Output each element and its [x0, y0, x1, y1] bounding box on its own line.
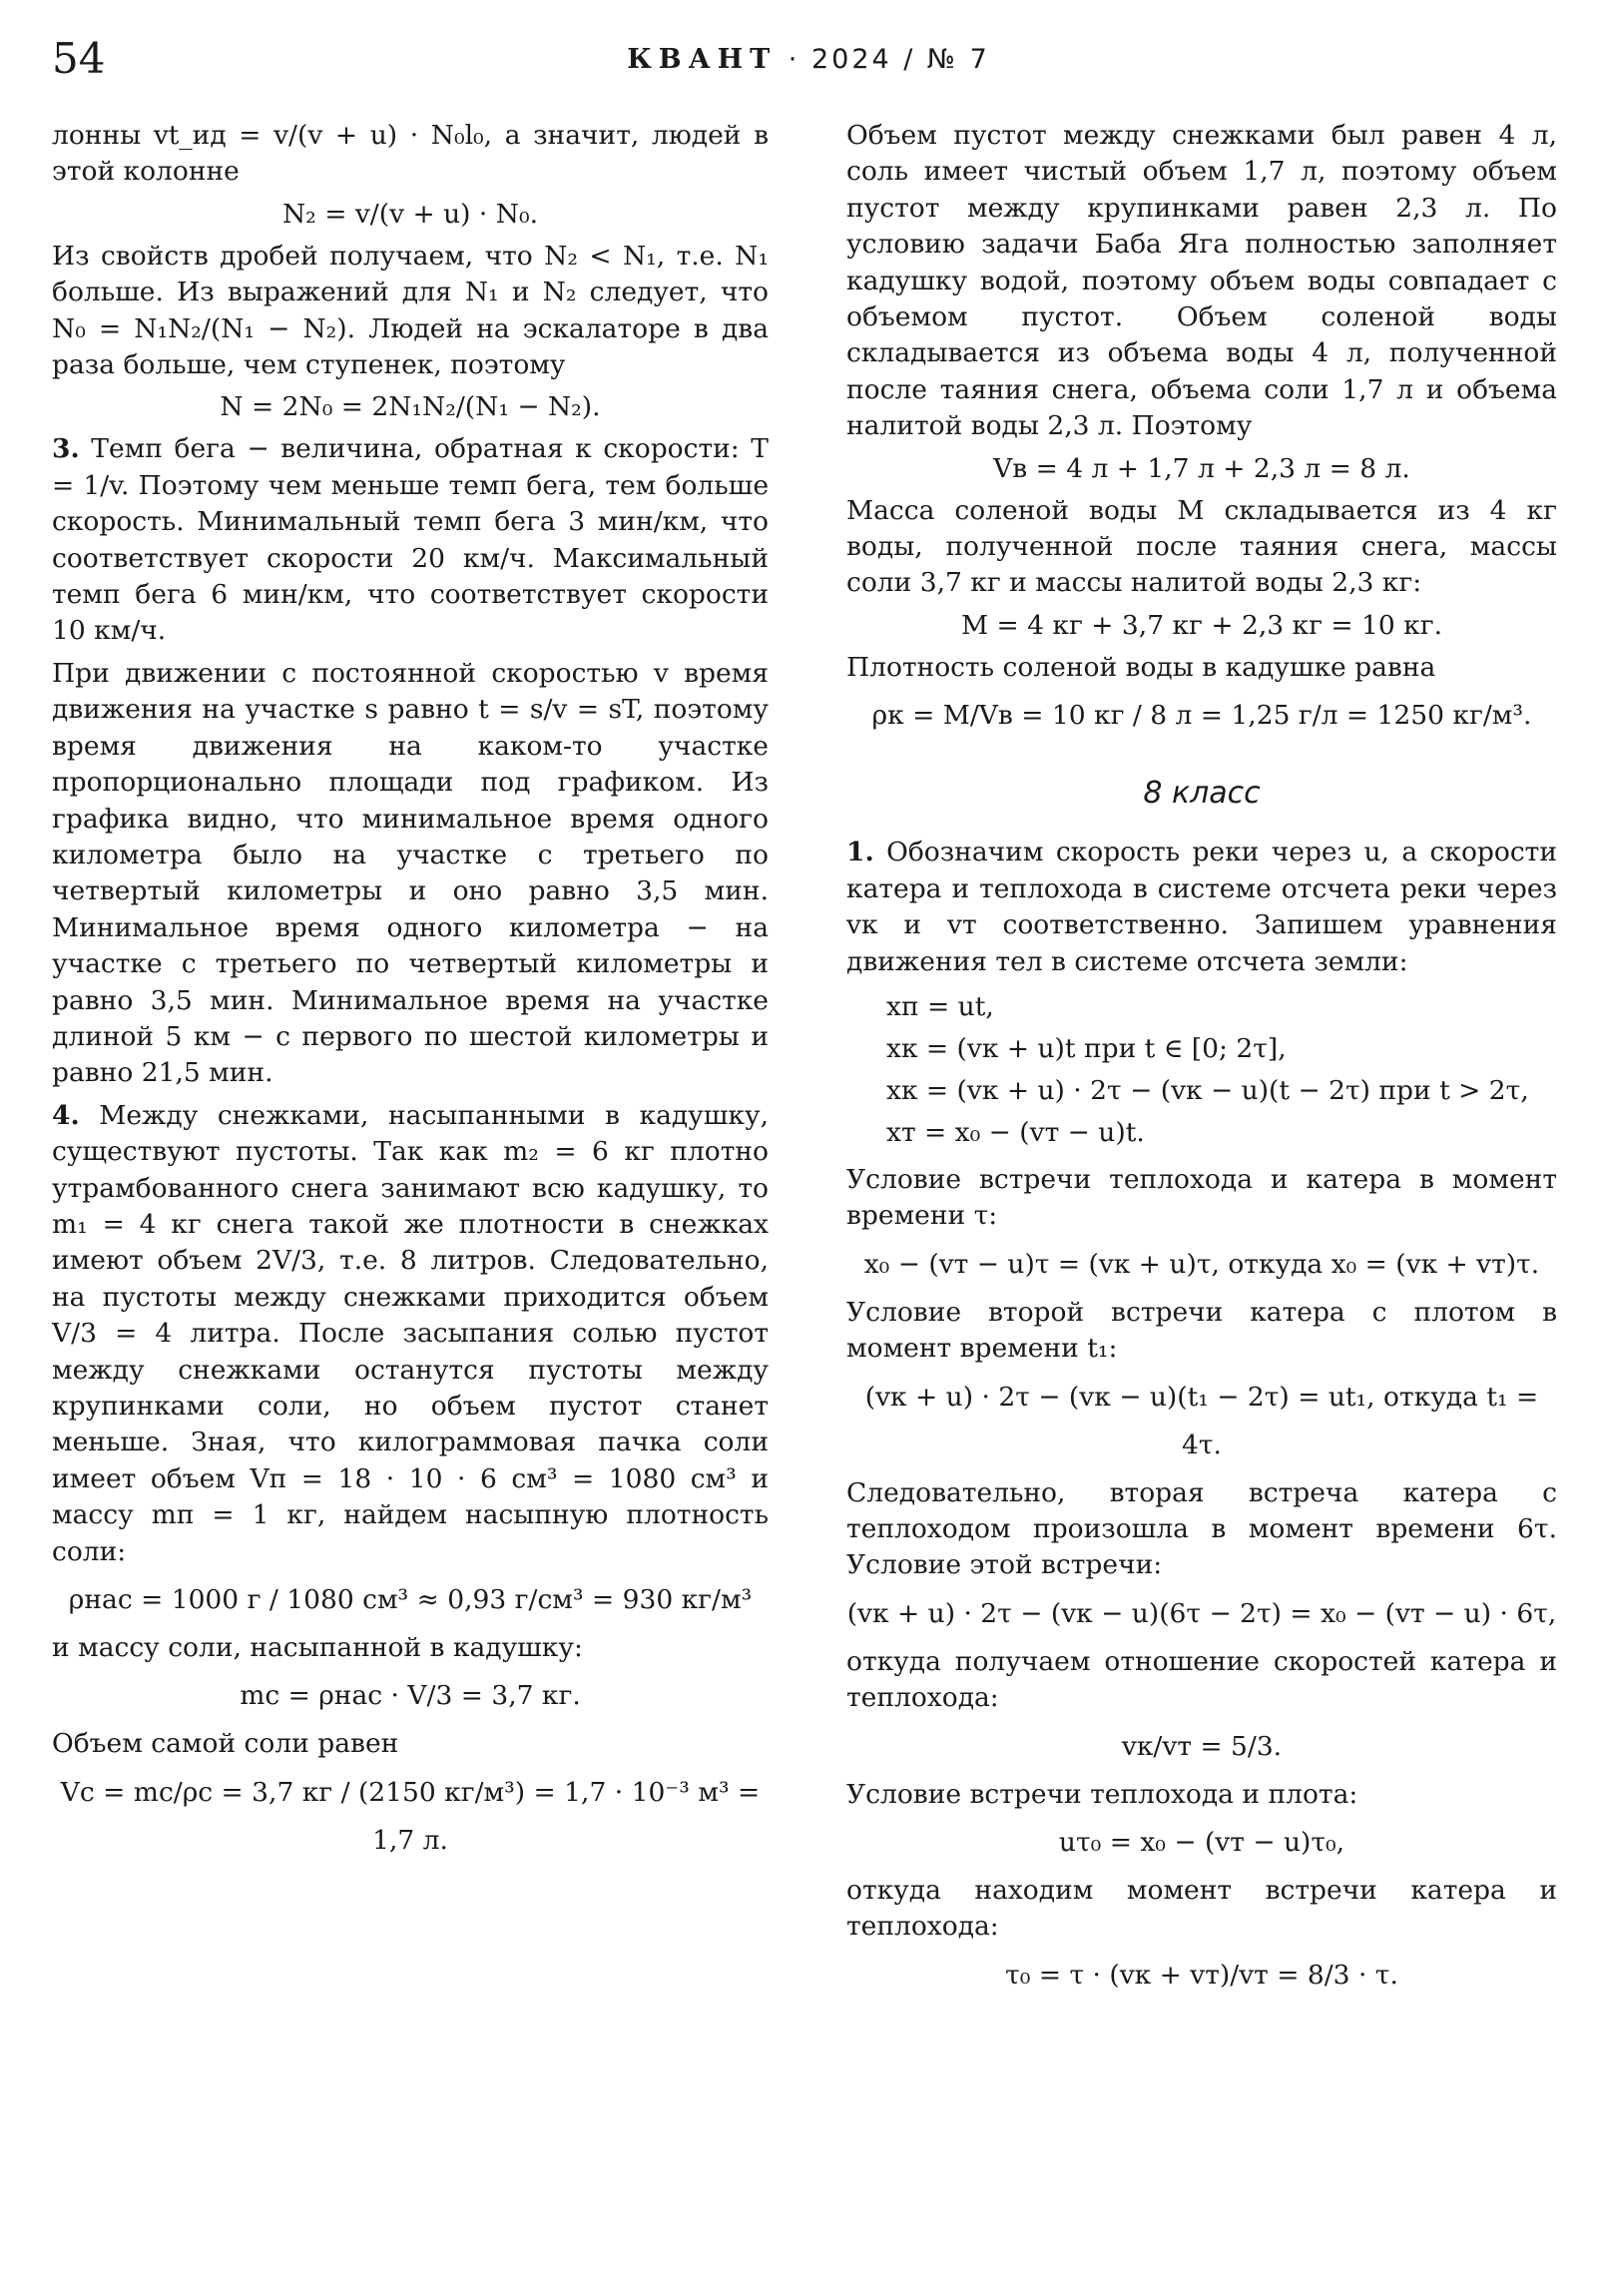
formula: N = 2N₀ = 2N₁N₂/(N₁ − N₂). [220, 391, 601, 423]
issue-label: · 2024 / № 7 [788, 44, 990, 75]
paragraph: Условие второй встречи катера с плотом в момент времени t₁: [846, 1296, 1557, 1365]
paragraph: Масса соленой воды M складывается из 4 кг воды, полученной после таяния снега, массы соли 3,7 кг и массы налитой воды 2,3 кг: [846, 494, 1557, 599]
equation: xт = x₀ − (vт − u)t. [886, 1116, 1145, 1148]
paragraph-text: Обозначим скорость реки через u, а скорости катера и теплохода в системе отсчета реки через vк и vт соответственно. Запишем уравнения движения тел в системе отсчета земли: [846, 837, 1557, 977]
formula: x₀ − (vт − u)τ = (vк + u)τ, откуда x₀ = (vк + vт)τ. [863, 1248, 1540, 1280]
formula: ρнас = 1000 г / 1080 см³ ≈ 0,93 г/см³ = 930 кг/м³ [68, 1584, 753, 1616]
formula: ρк = M/Vв = 10 кг / 8 л = 1,25 г/л = 1250 кг/м³. [871, 700, 1532, 732]
paragraph-text: Темп бега − величина, обратная к скорости: T = 1/v. Поэтому чем меньше темп бега, тем больше скорость. Минимальный темп бега 3 мин/км, что соответствует скорости 20 км/ч. Максимальный темп бега 6 мин/км, что соответствует скорости 10 км/ч. [52, 433, 769, 647]
section-heading: 8 класс [1143, 776, 1261, 812]
paragraph: откуда получаем отношение скоростей катера и теплохода: [846, 1645, 1557, 1714]
formula: Vс = mс/ρс = 3,7 кг / (2150 кг/м³) = 1,7 · 10⁻³ м³ = 1,7 л. [60, 1776, 761, 1856]
paragraph [52, 1098, 769, 1570]
formula: (vк + u) · 2τ − (vк − u)(t₁ − 2τ) = ut₁, откуда t₁ = 4τ. [864, 1381, 1539, 1460]
paragraph [846, 835, 1557, 980]
page-header [0, 0, 1597, 90]
formula: τ₀ = τ · (vк + vт)/vт = 8/3 · τ. [1005, 1959, 1398, 1991]
paragraph: Плотность соленой воды в кадушке равна [846, 651, 1436, 683]
formula: (vк + u) · 2τ − (vк − u)(6τ − 2τ) = x₀ − (vт − u) · 6τ, [846, 1597, 1557, 1629]
paragraph: и массу соли, насыпанной в кадушку: [52, 1632, 583, 1664]
paragraph: Объем пустот между снежками был равен 4 л, соль имеет чистый объем 1,7 л, поэтому объем пустот между крупинками равен 2,3 л. По условию задачи Баба Яга полностью заполняет кадушку водой, поэтому объем воды совпадает с объемом пустот. Объем соленой воды складывается из объема воды 4 л, полученной после таяния снега, объема соли 1,7 л и объема налитой воды 2,3 л. Поэтому [846, 120, 1557, 442]
formula: vк/vт = 5/3. [1121, 1730, 1283, 1762]
formula: N₂ = v/(v + u) · N₀. [281, 198, 539, 230]
equation: xп = ut, [886, 990, 994, 1022]
right-column [846, 118, 1557, 2006]
formula: Vв = 4 л + 1,7 л + 2,3 л = 8 л. [993, 452, 1410, 484]
formula: uτ₀ = x₀ − (vт − u)τ₀, [1058, 1826, 1345, 1858]
paragraph: При движении с постоянной скоростью v время движения на участке s равно t = s/v = sT, поэтому время движения на каком-то участке пропорционально площади под графиком. Из графика видно, что минимальное время одного километра было на участке с третьего по четвертый километры и оно равно 3,5 мин. Минимальное время одного километра − на участке с третьего по четвертый километры и равно 3,5 мин. Минимальное время на участке длиной 5 км − с первого по шестой километры и равно 21,5 мин. [52, 657, 769, 1089]
problem-number: 3. [52, 433, 80, 465]
equation: xк = (vк + u) · 2τ − (vк − u)(t − 2τ) при t > 2τ, [886, 1074, 1529, 1106]
paragraph: лонны vt_ид = v/(v + u) · N₀l₀, а значит, людей в этой колонне [52, 120, 769, 188]
paragraph [52, 431, 769, 649]
equation: xк = (vк + u)t при t ∈ [0; 2τ], [886, 1032, 1287, 1064]
formula: mс = ρнас · V/3 = 3,7 кг. [240, 1680, 581, 1712]
page-number: 54 [52, 34, 106, 83]
problem-number: 4. [52, 1099, 80, 1131]
paragraph: откуда находим момент встречи катера и теплохода: [846, 1874, 1557, 1943]
paragraph: Условие встречи теплохода и катера в момент времени τ: [846, 1163, 1557, 1232]
magazine-name: КВАНТ [627, 44, 778, 75]
paragraph: Следовательно, вторая встреча катера с теплоходом произошла в момент времени 6τ. Условие этой встречи: [846, 1476, 1557, 1581]
left-column [52, 118, 769, 1871]
equation-list [886, 986, 1557, 1154]
problem-number: 1. [846, 837, 874, 868]
paragraph-text: Между снежками, насыпанными в кадушку, существуют пустоты. Так как m₂ = 6 кг плотно утрамбованного снега занимают всю кадушку, то m₁ = 4 кг снега такой же плотности в снежках имеют объем 2V/3, т.е. 8 литров. Следовательно, на пустоты между снежками приходится объем V/3 = 4 литра. После засыпания солью пустот между снежками останутся пустоты между крупинками соли, но объем пустот станет меньше. Зная, что килограммовая пачка соли имеет объем Vп = 18 · 10 · 6 см³ = 1080 см³ и массу mп = 1 кг, найдем насыпную плотность соли: [52, 1099, 769, 1567]
running-title [599, 44, 1018, 75]
paragraph: Объем самой соли равен [52, 1728, 399, 1760]
formula: M = 4 кг + 3,7 кг + 2,3 кг = 10 кг. [960, 609, 1443, 641]
paragraph: Условие встречи теплохода и плота: [846, 1778, 1358, 1810]
paragraph: Из свойств дробей получаем, что N₂ < N₁, т.е. N₁ больше. Из выражений для N₁ и N₂ следует, что N₀ = N₁N₂/(N₁ − N₂). Людей на эскалаторе в два раза больше, чем ступенек, поэтому [52, 240, 769, 381]
